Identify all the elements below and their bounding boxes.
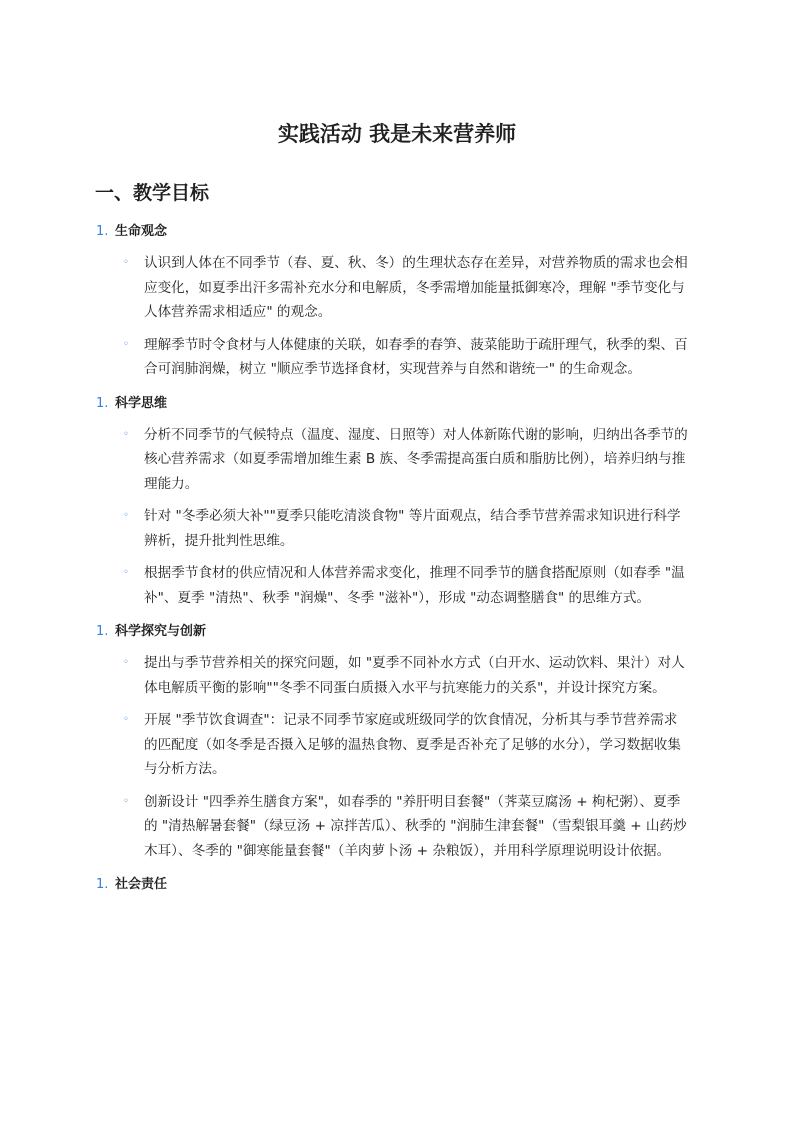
- list-item-text: 提出与季节营养相关的探究问题，如 "夏季不同补水方式（白开水、运动饮料、果汁）对人体电解质平衡的影响""冬季不同蛋白质摄入水平与抗寒能力的关系"，并设计探究方案。: [144, 655, 685, 696]
- category-heading: [0, 391, 794, 417]
- section-heading: 一、教学目标: [95, 182, 210, 204]
- category-title: 生命观念: [115, 224, 168, 239]
- list-item-text: 认识到人体在不同季节（春、夏、秋、冬）的生理状态存在差异，对营养物质的需求也会相应变化，如夏季出汗多需补充水分和电解质，冬季需增加能量抵御寒冷，理解 "季节变化与人体营养需求相适应" 的观念。: [144, 255, 688, 320]
- bullet-list: [0, 251, 794, 382]
- category-heading: [0, 219, 794, 245]
- list-item-text: 理解季节时令食材与人体健康的关联，如春季的春笋、菠菜能助于疏肝理气，秋季的梨、百合可润肺润燥，树立 "顺应季节选择食材，实现营养与自然和谐统一" 的生命观念。: [144, 336, 688, 377]
- bullet-list: [0, 651, 794, 863]
- category-number: 1.: [96, 624, 109, 639]
- bullet-icon: ◦: [123, 257, 129, 268]
- category-number: 1.: [96, 395, 109, 411]
- list-item: [0, 708, 689, 782]
- category-heading: [0, 619, 794, 645]
- category-life-concept: [0, 219, 794, 382]
- list-item: [0, 251, 689, 325]
- category-number: 1.: [96, 224, 109, 239]
- bullet-icon: ◦: [123, 338, 129, 350]
- bullet-icon: ◦: [123, 567, 129, 578]
- list-item: [0, 651, 689, 700]
- category-number: 1.: [96, 877, 109, 892]
- bullet-icon: ◦: [123, 510, 129, 521]
- list-item-text: 开展 "季节饮食调查"：记录不同季节家庭或班级同学的饮食情况，分析其与季节营养需求的匹配度（如冬季是否摄入足够的温热食物、夏季是否补充了足够的水分），学习数据收集与分析方法。: [144, 712, 681, 777]
- category-social-responsibility: [0, 872, 794, 898]
- bullet-list: [0, 423, 794, 611]
- bullet-icon: ◦: [123, 795, 129, 807]
- list-item-text: 创新设计 "四季养生膳食方案"，如春季的 "养肝明目套餐"（荠菜豆腐汤 + 枸杞粥）、夏季的 "清热解暑套餐"（绿豆汤 + 凉拌苦瓜）、秋季的 "润肺生津套餐"（雪梨银耳羹 + 山药炒木耳）、冬季的 "御寒能量套餐"（羊肉萝卜汤 + 杂粮饭），并用科学原理说明设计依据。: [144, 793, 687, 859]
- list-item-text: 分析不同季节的气候特点（温度、湿度、日照等）对人体新陈代谢的影响，归纳出各季节的核心营养需求（如夏季需增加维生素 B 族、冬季需提高蛋白质和脂肪比例），培养归纳与推理能力。: [144, 426, 688, 492]
- category-title: 科学思维: [115, 395, 168, 411]
- list-item: [0, 423, 689, 497]
- objectives-list: [0, 219, 794, 907]
- list-item: [0, 333, 689, 382]
- category-scientific-thinking: [0, 391, 794, 611]
- category-heading: [0, 872, 794, 898]
- list-item-text: 针对 "冬季必须大补""夏季只能吃清淡食物" 等片面观点，结合季节营养需求知识进行科学辨析，提升批判性思维。: [144, 508, 681, 549]
- category-title: 社会责任: [115, 877, 168, 892]
- bullet-icon: ◦: [123, 714, 129, 725]
- list-item: [0, 504, 689, 553]
- category-inquiry-innovation: [0, 619, 794, 863]
- list-item-text: 根据季节食材的供应情况和人体营养需求变化，推理不同季节的膳食搭配原则（如春季 "温补"、夏季 "清热"、秋季 "润燥"、冬季 "滋补"），形成 "动态调整膳食" 的思维方式。: [144, 565, 685, 606]
- page-title: 实践活动 我是未来营养师: [277, 122, 517, 146]
- category-title: 科学探究与创新: [115, 624, 207, 639]
- bullet-icon: ◦: [123, 657, 129, 668]
- list-item: [0, 790, 689, 864]
- bullet-icon: ◦: [123, 428, 129, 440]
- list-item: [0, 561, 689, 610]
